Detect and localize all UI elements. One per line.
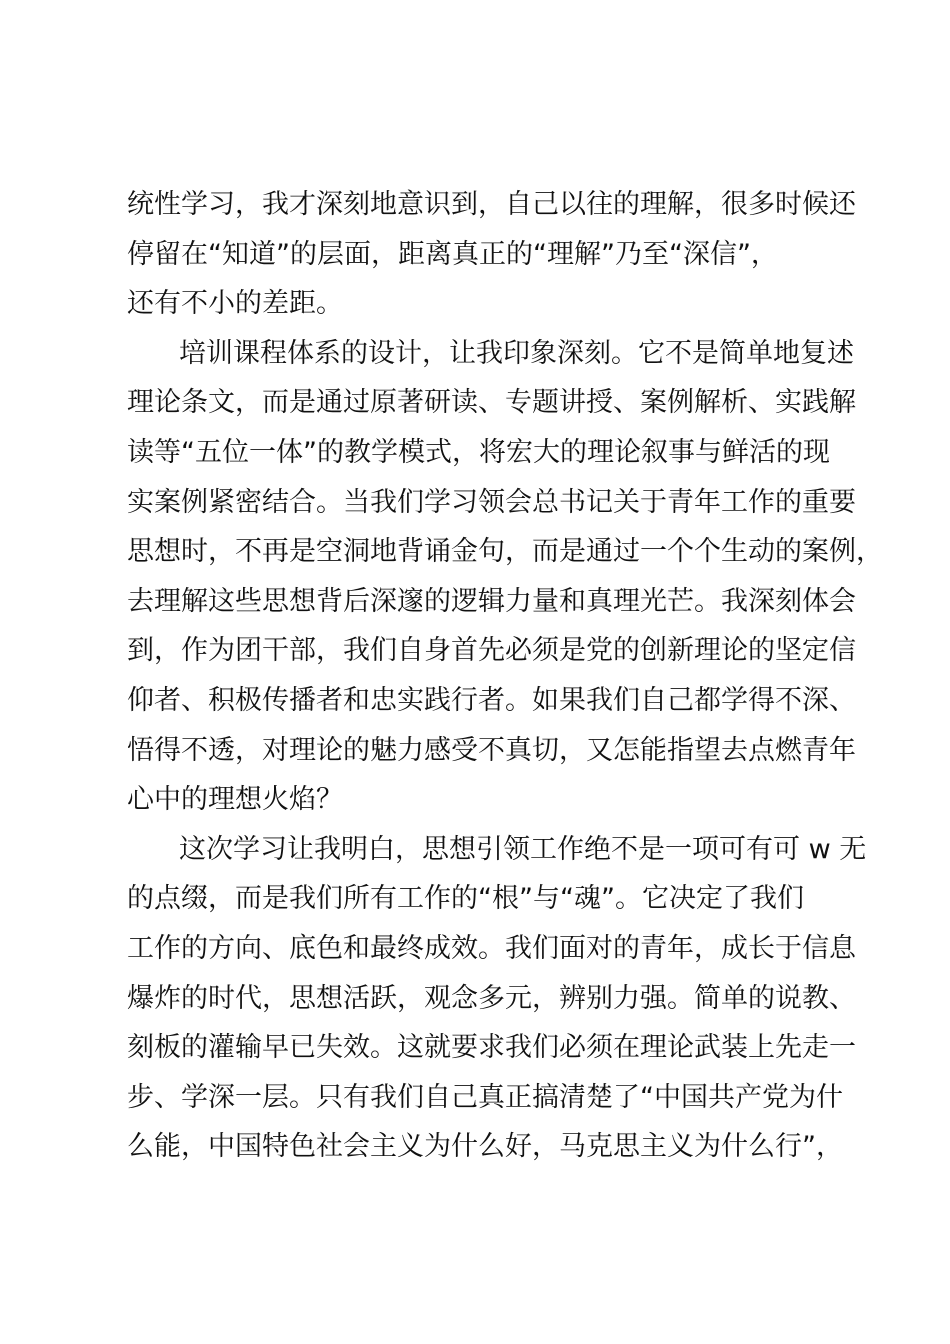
paragraph-first-line: 这次学习让我明白，思想引领工作绝不是一项可有可 w 无 xyxy=(179,833,867,865)
text-line: 实案例紧密结合。当我们学习领会总书记关于青年工作的重要 xyxy=(127,486,856,518)
text-line: 悟得不透，对理论的魅力感受不真切，又怎能指望去点燃青年 xyxy=(127,734,856,766)
text-line: 统性学习，我才深刻地意识到，自己以往的理解，很多时候还 xyxy=(127,189,856,220)
text-line: 停留在“知道”的层面，距离真正的“理解”乃至“深信”， xyxy=(127,238,778,270)
text-line: 读等“五位一体”的教学模式，将宏大的理论叙事与鲜活的现 xyxy=(127,436,830,468)
text-line: 么能，中国特色社会主义为什么好，马克思主义为什么行”， xyxy=(127,1131,843,1163)
text-line: 理论条文，而是通过原著研读、专题讲授、案例解析、实践解 xyxy=(127,387,856,419)
text-line: 还有不小的差距。 xyxy=(127,288,343,320)
text-line: 到，作为团干部，我们自身首先必须是党的创新理论的坚定信 xyxy=(127,635,856,667)
text-line: 思想时，不再是空洞地背诵金句，而是通过一个个生动的案例， xyxy=(127,536,883,568)
text-line: 去理解这些思想背后深邃的逻辑力量和真理光芒。我深刻体会 xyxy=(127,585,856,617)
text-line: 仰者、积极传播者和忠实践行者。如果我们自己都学得不深、 xyxy=(127,684,856,716)
text-line: 刻板的灌输早已失效。这就要求我们必须在理论武装上先走一 xyxy=(127,1032,856,1064)
text-line: 步、学深一层。只有我们自己真正搞清楚了“中国共产党为什 xyxy=(127,1081,843,1113)
text-line: 爆炸的时代，思想活跃，观念多元，辨别力强。简单的说教、 xyxy=(127,982,856,1014)
text-line: 的点缀，而是我们所有工作的“根”与“魂”。它决定了我们 xyxy=(127,883,804,915)
text-line: 心中的理想火焰？ xyxy=(127,784,343,816)
paragraph-first-line: 培训课程体系的设计，让我印象深刻。它不是简单地复述 xyxy=(179,337,854,369)
text-line: 工作的方向、底色和最终成效。我们面对的青年，成长于信息 xyxy=(127,932,856,964)
document-body xyxy=(127,180,883,1172)
